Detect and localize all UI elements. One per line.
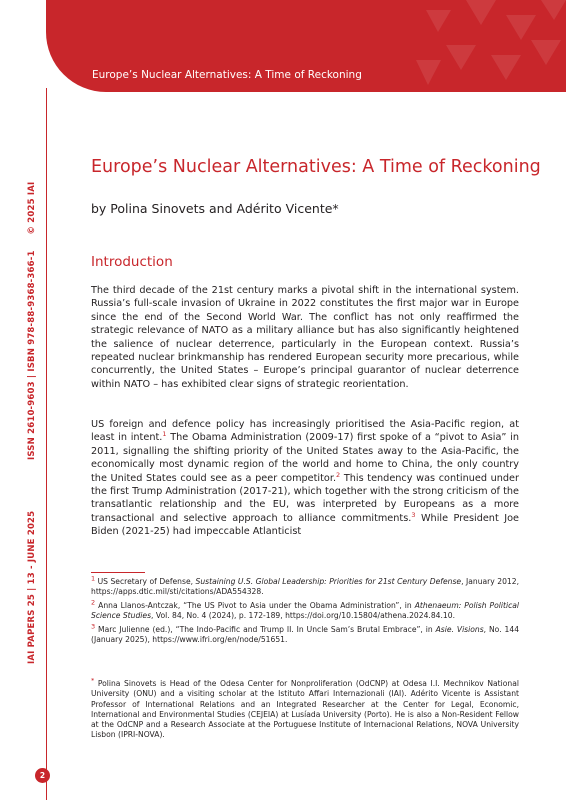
section-heading: Introduction (91, 254, 173, 270)
series-info: IAI PAPERS 25 | 13 - JUNE 2025 (27, 510, 37, 664)
page-title: Europe’s Nuclear Alternatives: A Time of Reckoning (91, 157, 541, 177)
footnote-ref[interactable]: 1 (162, 430, 167, 439)
footnote-divider (91, 572, 145, 573)
isbn-info: ISSN 2610-9603 | ISBN 978-88-9368-366-1 © 2025 IAI (27, 181, 37, 460)
page-number: 2 (35, 768, 50, 783)
paragraph: The third decade of the 21st century marks a pivotal shift in the international system. Russia’s full-scale invasion of Ukraine in 2022 constitutes the first major war in Europe since the end of the Second World War. The conflict has not only reaffirmed the strategic relevance of NATO as a military alliance but has also significantly heightened the salience of nuclear deterrence, particularly in the European context. Russia’s repeated nuclear brinkmanship has rendered European security more precarious, while concurrently, the United States – Europe’s principal guarantor of nuclear deterrence within NATO – has exhibited clear signs of strategic reorientation. (91, 285, 519, 390)
footnote-ref[interactable]: 2 (336, 470, 341, 479)
left-margin-rule (46, 88, 47, 800)
decorative-pattern-icon (406, 0, 566, 92)
footnote: $^2$ Anna Llanos-Antczak, “The US Pivot to Asia under the Obama Administration”, in Athenaeum: Polish Political Science Studies, Vol. 84, No. 4 (2024), p. 172-189, https://doi.org/10.15804/athena.2024.84.10. (91, 598, 520, 621)
byline: by Polina Sinovets and Adérito Vicente* (91, 201, 339, 216)
footnote: $^3$ Marc Julienne (ed.), “The Indo-Pacific and Trump II. In Uncle Sam’s Brutal Embrace”, in Asie. Visions, No. 144 (January 2025), https://www.ifri.org/en/node/51651. (91, 622, 520, 645)
header-band (46, 0, 566, 92)
running-title: Europe’s Nuclear Alternatives: A Time of Reckoning (92, 69, 362, 81)
author-note: * Polina Sinovets is Head of the Odesa Center for Nonproliferation (OdCNP) at Odesa I.I. Mechnikov National University (ONU) and a visiting scholar at the Istituto Affari Internazionali (IAI). Adérito Vicente is Assistant Professor of International Relations and an Integrated Researcher at the Center for Legal, Economic, International and Environmental Studies (CEJEIA) at Lusíada University (Porto). He is also a Non-Resident Fellow at the OdCNP and a Research Associate at the Portuguese Institute of Internacional Relations, NOVA University Lisbon (IPRI-NOVA). (91, 676, 519, 740)
paragraph: US foreign and defence policy has increasingly prioritised the Asia-Pacific region, at least in intent.$^1$ The Obama Administration (2009-17) first spoke of a “pivot to Asia” in 2011, signalling the shifting priority of the United States away to the Asia-Pacific, the economically most dynamic region of the world and home to China, the only country the United States could see as a peer competitor.$^2$ This tendency was continued under the first Trump Administration (2017-21), which together with the strong criticism of the transatlantic relationship and the EU, was interpreted by Europeans as a more transactional and selective approach to alliance commitments.$^3$ While President Joe Biden (2021-25) had impeccable Atlanticist (91, 419, 520, 538)
footnote: $^1$ US Secretary of Defense, Sustaining U.S. Global Leadership: Priorities for 21st Century Defense, January 2012, https://apps.dtic.mil/sti/citations/ADA554328. (91, 574, 520, 597)
footnote-ref[interactable]: 3 (411, 510, 416, 519)
